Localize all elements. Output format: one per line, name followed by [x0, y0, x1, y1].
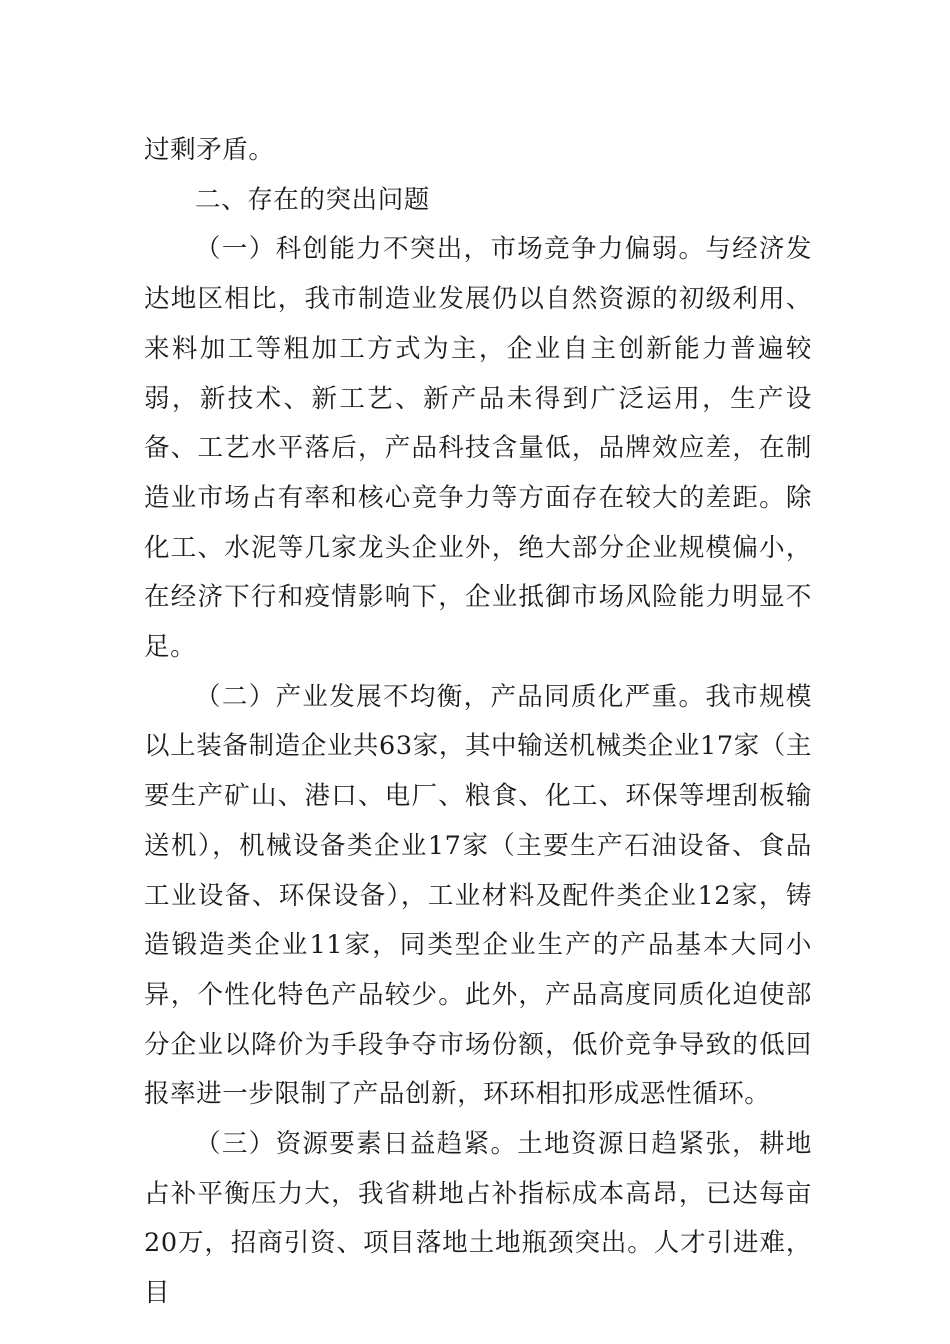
- section-heading: 二、存在的突出问题: [195, 184, 430, 215]
- paragraph-industry: （二）产业发展不均衡，产品同质化严重。我市规模以上装备制造企业共63家，其中输送机械类企业17家（主要生产矿山、港口、电厂、粮食、化工、环保等埋刮板输送机），机械设备类企业17家（主要生产石油设备、食品工业设备、环保设备），工业材料及配件类企业12家，铸造锻造类企业11家，同类型企业生产的产品基本大同小异，个性化特色产品较少。此外，产品高度同质化迫使部分企业以降价为手段争夺市场份额，低价竞争导致的低回报率进一步限制了产品创新，环环相扣形成恶性循环。: [144, 681, 812, 1110]
- document-body: [144, 126, 812, 1319]
- paragraph-resources: （三）资源要素日益趋紧。土地资源日趋紧张，耕地占补平衡压力大，我省耕地占补指标成本高昂，已达每亩20万，招商引资、项目落地土地瓶颈突出。人才引进难，目: [144, 1129, 812, 1309]
- paragraph-innovation: （一）科创能力不突出，市场竞争力偏弱。与经济发达地区相比，我市制造业发展仍以自然资源的初级利用、来料加工等粗加工方式为主，企业自主创新能力普遍较弱，新技术、新工艺、新产品未得到广泛运用，生产设备、工艺水平落后，产品科技含量低，品牌效应差，在制造业市场占有率和核心竞争力等方面存在较大的差距。除化工、水泥等几家龙头企业外，绝大部分企业规模偏小，在经济下行和疫情影响下，企业抵御市场风险能力明显不足。: [144, 234, 812, 663]
- paragraph-continuation: 过剩矛盾。: [144, 135, 275, 165]
